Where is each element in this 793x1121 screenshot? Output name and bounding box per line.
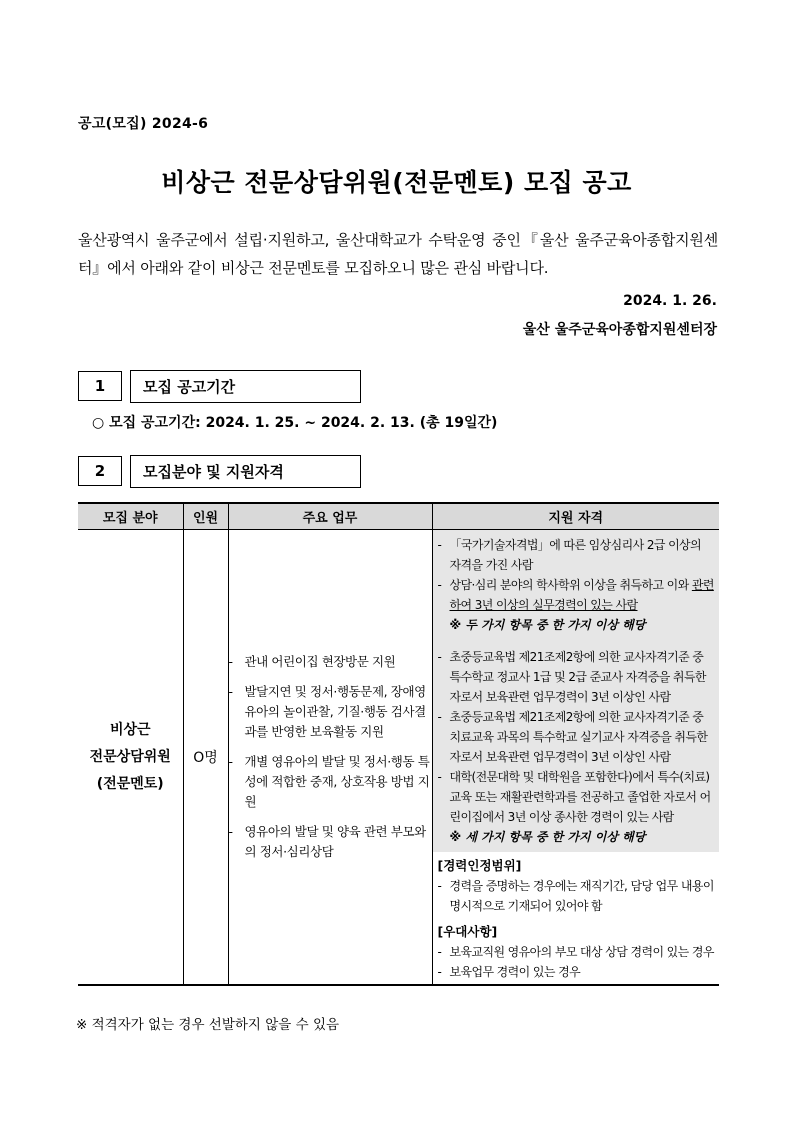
section-2-title: 모집분야 및 지원자격 [130,455,361,488]
field-line: 전문상담위원 [89,748,171,765]
field-cell [78,530,183,986]
notice-number: 공고(모집) 2024-6 [78,116,209,132]
qualification-item: - 초중등교육법 제21조제2항에 의한 교사자격기준 중 치료교육 과목의 특수학교 실기교사 자격증을 취득한 자로서 보육관련 업무경력이 3년 이상인 사람 [437,710,708,764]
notice-date: 2024. 1. 26. [623,293,717,309]
qualification-text-underlined: 관련하여 3년 이상의 실무경력이 있는 사람 [449,578,714,612]
duty-item: - 관내 어린이집 현장방문 지원 [229,652,432,672]
group-1-note: ※ 두 가지 항목 중 한 가지 이상 해당 [449,618,646,632]
qualification-item: - 상담·심리 분야의 학사학위 이상을 취득하고 이와 관련하여 3년 이상의 실무경력이 있는 사람 [437,578,714,612]
duty-text: 개별 영유아의 발달 및 정서·행동 특성에 적합한 중재, 상호작용 방법 지원 [244,754,430,809]
footnote: ※ 적격자가 없는 경우 선발하지 않을 수 있음 [76,1017,340,1033]
field-line: (전문멘토) [96,775,164,792]
header-count: 인원 [183,503,228,530]
qualification-item: - 대학(전문대학 및 대학원을 포함한다)에서 특수(치료) 교육 또는 재활관련학과를 전공하고 졸업한 자로서 어린이집에서 3년 이상 종사한 경력이 있는 사람 [437,770,711,824]
section-2-number: 2 [78,456,122,486]
career-item: - 경력을 증명하는 경우에는 재직기간, 담당 업무 내용이 명시적으로 기재되어 있어야 함 [437,879,714,913]
qualification-text: 상담·심리 분야의 학사학위 이상을 취득하고 이와 [449,578,692,592]
field-line: 비상근 [109,721,151,738]
preference-heading: [우대사항] [437,924,498,939]
qualification-item: - 「국가기술자격법」에 따른 임상심리사 2급 이상의 자격을 가진 사람 [437,538,702,572]
header-duties: 주요 업무 [228,503,432,530]
duty-item: - 영유아의 발달 및 양육 관련 부모와의 정서·심리상담 [229,822,432,862]
preference-item: - 보육교직원 영유아의 부모 대상 상담 경력이 있는 경우 [437,945,714,959]
career-and-preference [433,852,720,984]
count-cell: O명 [183,530,228,986]
preference-item: - 보육업무 경력이 있는 경우 [437,965,581,979]
qualification-item: - 초중등교육법 제21조제2항에 의한 교사자격기준 중 특수학교 정교사 1급 및 2급 준교사 자격증을 취득한 자로서 보육관련 업무경력이 3년 이상인 사람 [437,650,706,704]
duty-text: 발달지연 및 정서·행동문제, 장애영유아의 놀이관찰, 기질·행동 검사결과를 반영한 보육활동 지원 [244,684,426,739]
duty-text: 관내 어린이집 현장방문 지원 [244,654,396,669]
qualification-groups [433,530,720,852]
table-row [78,530,719,986]
duties-cell [228,530,432,986]
recruitment-period: ○ 모집 공고기간: 2024. 1. 25. ~ 2024. 2. 13. (총 19일간) [92,415,498,431]
duty-item: - 개별 영유아의 발달 및 정서·행동 특성에 적합한 중재, 상호작용 방법 지원 [229,752,432,812]
duty-text: 영유아의 발달 및 양육 관련 부모와의 정서·심리상담 [244,824,426,859]
section-1-title: 모집 공고기간 [130,370,361,403]
recruitment-table [78,502,719,986]
table-header-row [78,503,719,530]
page-title: 비상근 전문상담위원(전문멘토) 모집 공고 [161,168,632,197]
group-2-note: ※ 세 가지 항목 중 한 가지 이상 해당 [449,830,646,844]
career-heading: [경력인정범위] [437,858,522,873]
qualifications-cell [432,530,719,986]
section-1-number: 1 [78,371,122,401]
header-qualifications: 지원 자격 [432,503,719,530]
intro-paragraph: 울산광역시 울주군에서 설립·지원하고, 울산대학교가 수탁운영 중인『울산 울주군육아종합지원센터』에서 아래와 같이 비상근 전문멘토를 모집하오니 많은 관심 바랍니다. [78,231,718,277]
header-field: 모집 분야 [78,503,183,530]
duty-item: - 발달지연 및 정서·행동문제, 장애영유아의 놀이관찰, 기질·행동 검사결과를 반영한 보육활동 지원 [229,682,432,742]
issuer: 울산 울주군육아종합지원센터장 [522,322,717,338]
